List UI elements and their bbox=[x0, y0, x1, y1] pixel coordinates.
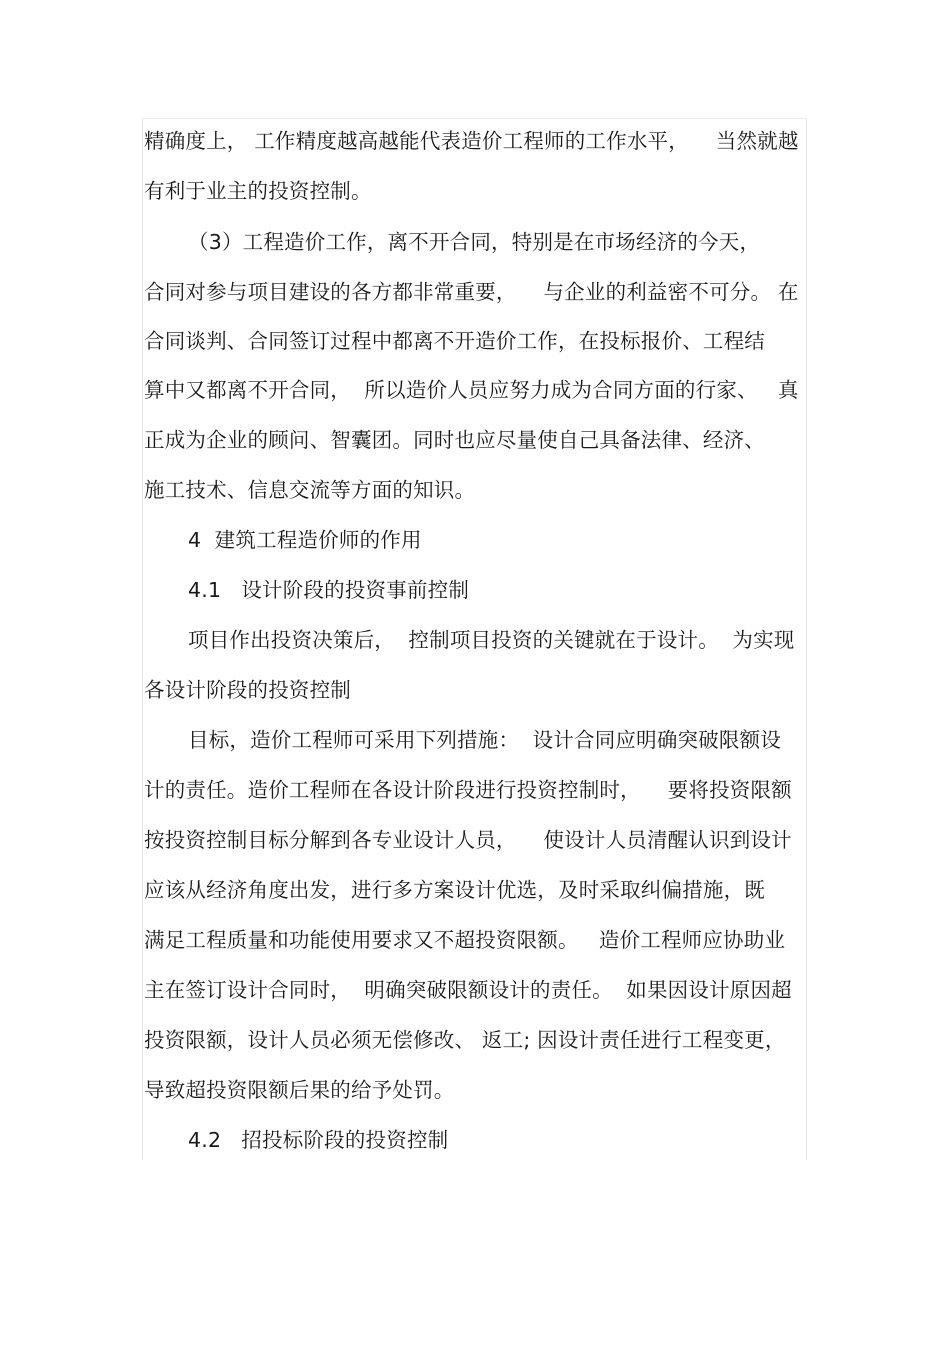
paragraph-line: 各设计阶段的投资控制 bbox=[144, 678, 351, 702]
paragraph-line: 合同对参与项目建设的各方都非常重要， 与企业的利益密不可分。 在 bbox=[144, 280, 799, 304]
subsection-heading: 4.2 招投标阶段的投资控制 bbox=[188, 1128, 449, 1152]
paragraph-line: 主在签订设计合同时， 明确突破限额设计的责任。 如果因设计原因超 bbox=[144, 978, 792, 1002]
section-heading: 4 建筑工程造价师的作用 bbox=[188, 528, 422, 552]
paragraph-line: 计的责任。造价工程师在各设计阶段进行投资控制时， 要将投资限额 bbox=[144, 778, 792, 802]
paragraph-line: （3）工程造价工作，离不开合同，特别是在市场经济的今天， bbox=[188, 230, 761, 254]
paragraph-line: 施工技术、信息交流等方面的知识。 bbox=[144, 478, 476, 502]
subsection-heading: 4.1 设计阶段的投资事前控制 bbox=[188, 578, 470, 602]
paragraph-line: 算中又都离不开合同， 所以造价人员应努力成为合同方面的行家、 真 bbox=[144, 378, 799, 402]
paragraph-line: 项目作出投资决策后， 控制项目投资的关键就在于设计。 为实现 bbox=[188, 628, 795, 652]
paragraph-line: 满足工程质量和功能使用要求又不超投资限额。 造价工程师应协助业 bbox=[144, 928, 786, 952]
paragraph-line: 合同谈判、合同签订过程中都离不开造价工作，在投标报价、工程结 bbox=[144, 329, 765, 353]
paragraph-line: 应该从经济角度出发，进行多方案设计优选，及时采取纠偏措施，既 bbox=[144, 878, 765, 902]
paragraph-line: 目标，造价工程师可采用下列措施： 设计合同应明确突破限额设 bbox=[188, 728, 782, 752]
paragraph-line: 有利于业主的投资控制。 bbox=[144, 179, 372, 203]
paragraph-line: 正成为企业的顾问、智囊团。同时也应尽量使自己具备法律、经济、 bbox=[144, 428, 765, 452]
paragraph-line: 按投资控制目标分解到各专业设计人员， 使设计人员清醒认识到设计 bbox=[144, 828, 792, 852]
paragraph-line: 导致超投资限额后果的给予处罚。 bbox=[144, 1078, 455, 1102]
paragraph-line: 精确度上， 工作精度越高越能代表造价工程师的工作水平， 当然就越 bbox=[144, 129, 799, 153]
paragraph-line: 投资限额，设计人员必须无偿修改、 返工; 因设计责任进行工程变更， bbox=[144, 1028, 786, 1052]
